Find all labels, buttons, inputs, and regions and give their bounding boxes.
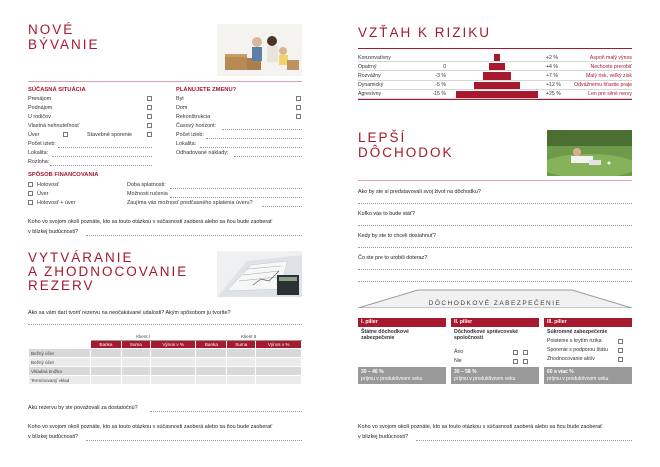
risk-row-max: +12 % (546, 82, 561, 89)
pillar-2-foot-range: 30 – 58 % (454, 369, 477, 375)
pillar-1-foot-text: príjmu v produktívnom veku (361, 375, 423, 382)
situation-parents-checkbox[interactable] (147, 114, 152, 119)
cell-input[interactable] (196, 376, 227, 385)
early-input[interactable] (262, 206, 302, 207)
col-sum-1: Suma (121, 341, 150, 349)
table-empty-head (29, 341, 91, 349)
title-pension-2: DÔCHODOK (358, 145, 454, 160)
pillar-3-insurance-checkbox[interactable] (618, 339, 623, 344)
financing-cash-checkbox[interactable] (28, 182, 33, 187)
cell-input[interactable] (227, 376, 256, 385)
cell-input[interactable] (121, 376, 150, 385)
cell-input[interactable] (196, 367, 227, 376)
risk-row-label: Rozvážny (358, 72, 381, 79)
col-yield-1: Výnos v % (150, 341, 196, 349)
pension-question-3: Kedy by ste to chceli dosiahnuť? (358, 233, 436, 239)
reserves-table (28, 331, 302, 385)
cell-input[interactable] (150, 358, 196, 367)
risk-row-label: Agresívny (358, 91, 382, 98)
pillar-2-foot-text: príjmu v produktívnom veku (454, 375, 516, 382)
pillar-3-savings: Sporenie s podporou štátu (547, 347, 608, 353)
horizon-input[interactable] (222, 129, 302, 130)
risk-row-max: +25 % (546, 91, 561, 98)
cell-input[interactable] (150, 376, 196, 385)
pillar-3-body (544, 327, 632, 367)
cell-input[interactable] (227, 349, 256, 358)
risk-row-description: Nechcete prerobiť (590, 63, 632, 70)
planned-house: Dom (176, 105, 188, 111)
risk-row-min: -3 % (435, 72, 446, 79)
pillar-1 (358, 318, 446, 384)
pension-question-4: Čo ste pre to urobili doteraz? (358, 255, 428, 261)
cell-input[interactable] (121, 367, 150, 376)
risk-row (358, 81, 632, 90)
question-1-answer[interactable] (86, 235, 302, 236)
title-new-housing-2: BÝVANIE (28, 37, 100, 52)
cell-input[interactable] (91, 358, 122, 367)
risk-row-description: Malý risk, veľký zisk (586, 72, 632, 79)
pension-answer-1[interactable] (358, 203, 632, 204)
planned-costs-input[interactable] (234, 156, 302, 157)
cell-input[interactable] (256, 376, 302, 385)
situation-rent: Prenájom (28, 96, 52, 102)
pillar-3 (544, 318, 632, 384)
right-question-b: v blízkej budúcnosti? (358, 434, 409, 440)
risk-row-min: -5 % (435, 82, 446, 89)
situation-location: Lokalita: (28, 150, 49, 156)
pension-question-2: Koľko vás to bude stáť? (358, 211, 415, 217)
pillar-2-no: Nie (454, 358, 462, 364)
situation-savings-checkbox[interactable] (147, 132, 152, 137)
pillar-3-assets: Zhodnocovanie aktív (547, 356, 595, 362)
title-reserves-2: A ZHODNOCOVANIE (28, 264, 189, 279)
col-bank-2: Banka (196, 341, 227, 349)
right-question-answer[interactable] (416, 440, 632, 441)
guarantee-input[interactable] (170, 197, 302, 198)
client-1-header: Klient I (91, 332, 196, 341)
row-savings-book: Vkladná knižka (29, 367, 91, 376)
pillar-3-body-text: Súkromné zabezpečenie (547, 329, 608, 335)
rooms-input[interactable] (58, 147, 152, 148)
pension-answer-4[interactable] (358, 269, 632, 270)
cell-input[interactable] (196, 349, 227, 358)
situation-parents: U rodičov (28, 114, 51, 120)
financing-mixed-checkbox[interactable] (28, 200, 33, 205)
adequate-answer[interactable] (150, 411, 302, 412)
risk-table (358, 53, 632, 100)
question-1: Koho vo svojom okolí poznáte, kto sa touto otázkou v súčasnosti zaoberá alebo sa ňou bude zaoberať (28, 219, 273, 225)
financing-cash: Hotovosť (37, 182, 59, 188)
row-current-account-1: Bežný účet (29, 349, 91, 358)
term-input[interactable] (170, 188, 302, 189)
cell-input[interactable] (196, 358, 227, 367)
risk-row-max: +7 % (546, 72, 558, 79)
risk-row-max: +2 % (546, 54, 558, 61)
location-input[interactable] (52, 156, 152, 157)
risk-row-min: 0 (443, 63, 446, 70)
pillar-2-head: II. pilier (451, 318, 539, 327)
pension-answer-3[interactable] (358, 247, 632, 248)
adequate-question: Akú rezervu by ste považovali za dostatočnú? (28, 405, 138, 411)
risk-row-label: Dynamický (358, 82, 384, 89)
situation-own: Vlastná nehnuteľnosť (28, 123, 80, 129)
pillar-1-head: I. pilier (358, 318, 446, 327)
planned-renovation-checkbox[interactable] (296, 114, 301, 119)
financing-loan: Úver (37, 191, 49, 197)
pillar-3-foot-text: príjmu v produktívnom veku (547, 375, 609, 382)
cell-input[interactable] (256, 358, 302, 367)
pillar-2-yes-checkbox[interactable] (513, 350, 518, 355)
divider (28, 81, 302, 82)
cell-input[interactable] (227, 367, 256, 376)
planned-change-heading: PLÁNUJETE ZMENU? (176, 87, 237, 93)
risk-level-bar (489, 63, 505, 70)
risk-level-bar (456, 91, 538, 98)
cell-input[interactable] (256, 367, 302, 376)
risk-row-description: Len pre silné nervy (588, 91, 632, 98)
risk-level-bar (483, 72, 512, 79)
risk-table-bottom-rule (358, 99, 632, 100)
title-new-housing-1: NOVÉ (28, 22, 75, 37)
planned-house-checkbox[interactable] (296, 105, 301, 110)
cell-input[interactable] (150, 349, 196, 358)
pillar-3-insurance: Poistenie s krytím rizika (547, 338, 602, 344)
risk-row-label: Opatrný (358, 63, 377, 70)
financing-heading: SPÔSOB FINANCOVANIA (28, 172, 99, 178)
client-2-header: Klient II (196, 332, 302, 341)
cell-input[interactable] (150, 367, 196, 376)
pillar-1-body: Štátne dôchodkové zabezpečenie (361, 329, 409, 341)
situation-area: Rozloha: (28, 159, 50, 165)
pillar-1-foot-range: 30 – 46 % (361, 369, 384, 375)
planned-costs: Odhadované náklady: (176, 150, 229, 156)
pillar-2 (451, 318, 539, 384)
pillar-2-body-text: Dôchodkové správcovské spoločnosti (454, 329, 519, 341)
reserves-table-wrap (28, 331, 302, 385)
situation-savings: Stavebné sporenie (87, 132, 132, 138)
pension-answer-2[interactable] (358, 225, 632, 226)
risk-row-max: +4 % (546, 63, 558, 70)
table-corner (29, 332, 91, 341)
pillar-2-no-checkbox-b[interactable] (523, 359, 528, 364)
pension-question-1: Ako by ste si predstavovali svoj život na dôchodku? (358, 189, 481, 195)
title-reserves-1: VYTVÁRANIE (28, 250, 134, 265)
pillar-2-yes-checkbox-b[interactable] (523, 350, 528, 355)
pillar-2-yes: Áno (454, 349, 464, 355)
planned-renovation: Rekonštrukcia (176, 114, 211, 120)
risk-level-bar (474, 82, 519, 89)
risk-row-label: Konzervatívny (358, 54, 391, 61)
row-current-account-2: Bežný účet (29, 358, 91, 367)
cell-input[interactable] (91, 376, 122, 385)
col-yield-2: Výnos v % (256, 341, 302, 349)
right-question: Koho vo svojom okolí poznáte, kto sa touto otázkou v súčasnosti zaoberá alebo sa ňou bude zaoberať (358, 424, 603, 430)
planned-rooms: Počet izieb: (176, 132, 204, 138)
reserve-question: Ako sa vám darí tvoriť rezervu na neočakávané udalosti? Akým spôsobom ju tvoríte? (28, 310, 231, 316)
question-2-answer[interactable] (86, 440, 302, 441)
risk-level-bar (494, 54, 501, 61)
pillar-3-foot-range: 60 a viac % (547, 369, 574, 375)
financing-early: Zaujíma vás možnosť predčasného splatenia úveru? (127, 200, 253, 206)
situation-sublet-checkbox[interactable] (147, 105, 152, 110)
cell-input[interactable] (227, 358, 256, 367)
financing-mixed: Hotovosť + úver (37, 200, 76, 206)
question-2b: v blízkej budúcnosti? (28, 434, 79, 440)
situation-rent-checkbox[interactable] (147, 96, 152, 101)
col-bank-1: Banka (91, 341, 122, 349)
question-2: Koho vo svojom okolí poznáte, kto sa touto otázkou v súčasnosti zaoberá alebo sa ňou bude zaoberať (28, 424, 273, 430)
question-1b: v blízkej budúcnosti? (28, 229, 79, 235)
pillar-2-foot (451, 367, 539, 384)
risk-row (358, 53, 632, 62)
title-risk: VZŤAH K RIZIKU (358, 25, 492, 40)
cell-input[interactable] (256, 349, 302, 358)
pillar-3-foot (544, 367, 632, 384)
pillar-2-body (451, 327, 539, 367)
situation-own-checkbox[interactable] (147, 123, 152, 128)
pension-rule (358, 180, 632, 181)
financing-guarantee: Možnosti ručenia (127, 191, 168, 197)
pillar-3-assets-checkbox[interactable] (618, 357, 623, 362)
risk-row (358, 90, 632, 99)
risk-rule (358, 48, 632, 49)
planned-horizon: Časový horizont: (176, 123, 217, 129)
risk-row-min: -15 % (432, 91, 446, 98)
pillar-3-head: III. pilier (544, 318, 632, 327)
pension-title: DÔCHODKOVÉ ZABEZPEČENIE (428, 300, 562, 307)
cell-input[interactable] (121, 349, 150, 358)
situation-loan-checkbox[interactable] (63, 132, 68, 137)
title-reserves-3: REZERV (28, 278, 95, 293)
planned-location-input[interactable] (200, 147, 302, 148)
financing-term: Doba splatnosti: (127, 182, 166, 188)
area-input[interactable] (50, 165, 152, 166)
cell-input[interactable] (91, 349, 122, 358)
cell-input[interactable] (91, 367, 122, 376)
planned-rooms-input[interactable] (206, 138, 302, 139)
title-pension-1: LEPŠÍ (358, 130, 407, 145)
situation-sublet: Podnájom (28, 105, 53, 111)
situation-rooms: Počet izieb: (28, 141, 56, 147)
planned-flat-checkbox[interactable] (296, 96, 301, 101)
pillar-1-foot (358, 367, 446, 384)
financing-loan-checkbox[interactable] (28, 191, 33, 196)
col-sum-2: Suma (227, 341, 256, 349)
planned-flat: Byt (176, 96, 184, 102)
row-term-deposit: Termínovaný vklad (29, 376, 91, 385)
golfer-photo (547, 130, 632, 176)
planned-location: Lokalita: (176, 141, 197, 147)
pension-answer-4b[interactable] (358, 281, 632, 282)
risk-row (358, 71, 632, 80)
current-situation-heading: SÚČASNÁ SITUÁCIA (28, 87, 86, 93)
risk-row-description: Odvážnemu šťastie praje (574, 82, 632, 89)
pillar-3-savings-checkbox[interactable] (618, 348, 623, 353)
reserve-answer[interactable] (28, 324, 302, 325)
calculator-photo (217, 251, 302, 297)
family-moving-photo (217, 24, 302, 76)
cell-input[interactable] (121, 358, 150, 367)
pillar-2-no-checkbox[interactable] (513, 359, 518, 364)
risk-row-description: Aspoň malý výnos (589, 54, 632, 61)
right-page (330, 0, 660, 467)
risk-row (358, 62, 632, 71)
situation-loan: Úver (28, 132, 40, 138)
